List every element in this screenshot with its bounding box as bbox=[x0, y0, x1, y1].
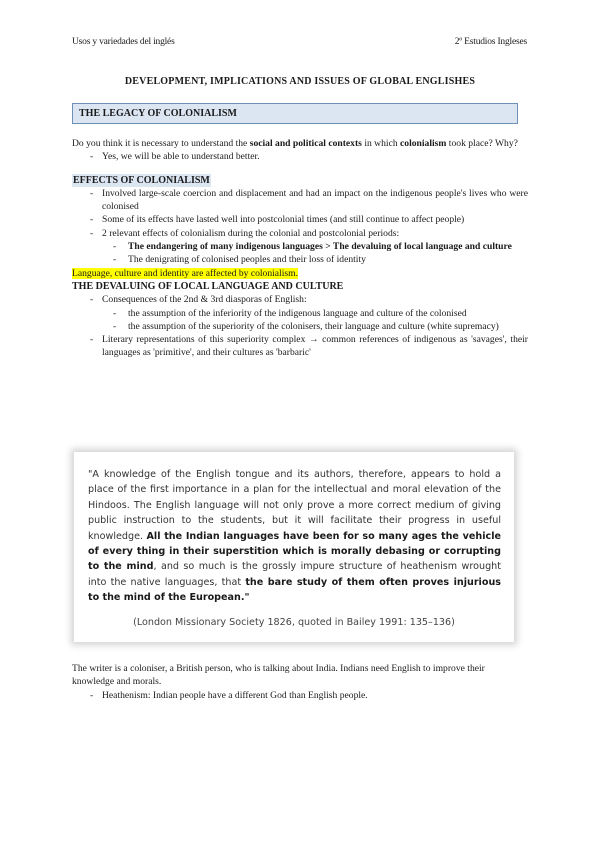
highlight-line: Language, culture and identity are affected by colonialism. bbox=[72, 267, 298, 279]
effects-sublist bbox=[72, 240, 528, 267]
quote-bold: All the Indian languages have been for so many ages the vehicle of every thing in their superstition which is morally debasing or corrupting to the mind bbox=[88, 530, 501, 573]
header-left: Usos y variedades del inglés bbox=[72, 37, 175, 47]
page-title: DEVELOPMENT, IMPLICATIONS AND ISSUES OF GLOBAL ENGLISHES bbox=[124, 76, 476, 87]
devaluing-sublist bbox=[72, 307, 528, 334]
commentary-list bbox=[72, 689, 528, 702]
after-quote bbox=[72, 662, 528, 702]
quote-text: , and so much is the grossly impure structure of heathenism wrought into the native languages, that bbox=[88, 561, 501, 588]
list-item: - 2 relevant effects of colonialism during the colonial and postcolonial periods: bbox=[72, 227, 528, 240]
main-body bbox=[72, 137, 528, 360]
devaluing-list-2 bbox=[72, 333, 528, 360]
devaluing-heading: THE DEVALUING OF LOCAL LANGUAGE AND CULTURE bbox=[72, 280, 344, 292]
list-item: - Consequences of the 2nd & 3rd diasporas of English: bbox=[72, 293, 528, 306]
quote-box bbox=[74, 452, 514, 642]
commentary-paragraph: The writer is a coloniser, a British person, who is talking about India. Indians need English to improve their knowledge and morals. bbox=[72, 663, 485, 688]
quote-bold: the bare study of them often proves injurious to the mind of the European." bbox=[88, 576, 501, 604]
effects-heading: EFFECTS OF COLONIALISM bbox=[73, 174, 210, 186]
section-box-heading: THE LEGACY OF COLONIALISM bbox=[72, 103, 518, 124]
answer-item: - Yes, we will be able to understand better. bbox=[72, 150, 528, 163]
list-item: - The denigrating of colonised peoples and their loss of identity bbox=[72, 253, 528, 266]
list-item: - Involved large-scale coercion and displacement and had an impact on the indigenous people's lives who were colonised bbox=[72, 187, 528, 214]
list-item: - the assumption of the superiority of the colonisers, their language and culture (white supremacy) bbox=[72, 320, 528, 333]
header-right: 2º Estudios Ingleses bbox=[454, 37, 527, 47]
quote-text: "A knowledge of the English tongue and its authors, therefore, appears to hold a place of the first importance in a plan for the intellectual and moral elevation of the Hindoos. The English language will not only prove a more correct medium of giving public instruction to the students, but it will facilitate their progress in useful knowledge. bbox=[88, 469, 501, 542]
list-item: - the assumption of the inferiority of the indigenous language and culture of the colonised bbox=[72, 307, 528, 320]
list-item: - The endangering of many indigenous languages > The devaluing of local language and culture bbox=[72, 240, 528, 253]
effects-list bbox=[72, 187, 528, 240]
question-paragraph: Do you think it is necessary to understand the social and political contexts in which colonialism took place? Why? bbox=[72, 138, 518, 149]
list-item: - Heathenism: Indian people have a different God than English people. bbox=[72, 689, 528, 702]
quote-citation: (London Missionary Society 1826, quoted in Bailey 1991: 135–136) bbox=[133, 616, 455, 628]
devaluing-list bbox=[72, 293, 528, 306]
answer-list bbox=[72, 150, 528, 163]
list-item: - Literary representations of this superiority complex → common references of indigenous as 'savages', their languages as 'primitive', and their cultures as 'barbaric' bbox=[72, 333, 528, 360]
list-item: - Some of its effects have lasted well into postcolonial times (and still continue to affect people) bbox=[72, 213, 528, 226]
